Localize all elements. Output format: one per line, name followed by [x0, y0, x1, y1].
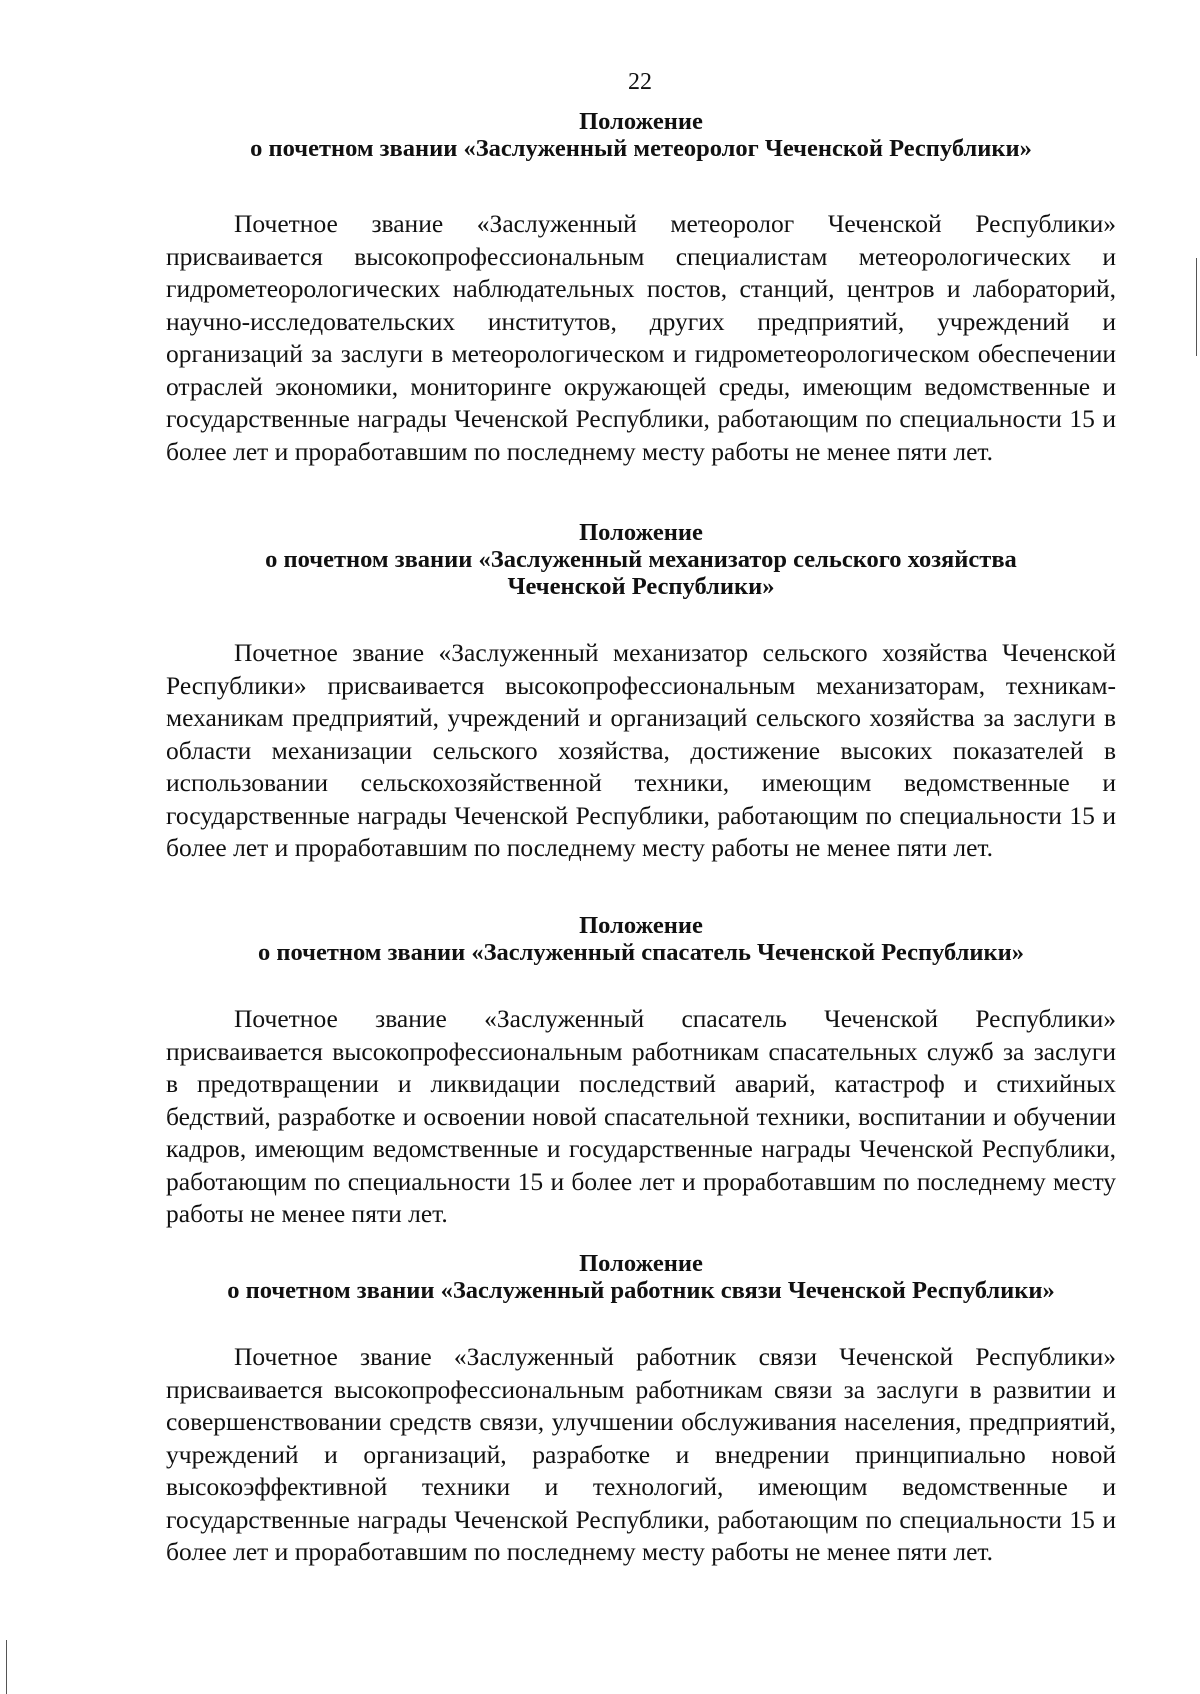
- section-heading: [166, 1250, 1116, 1304]
- heading-title: Положение: [579, 1250, 703, 1277]
- scan-edge-mark: [6, 1640, 7, 1694]
- regulation-section-meteorologist: [166, 108, 1116, 468]
- heading-subtitle: о почетном звании «Заслуженный метеоролог Чеченской Республики»: [250, 135, 1032, 162]
- scan-edge-mark: [1196, 258, 1197, 356]
- heading-subtitle: о почетном звании «Заслуженный механизатор сельского хозяйства: [265, 546, 1017, 573]
- regulation-section-rescuer: [166, 912, 1116, 1231]
- heading-title: Положение: [579, 519, 703, 546]
- heading-subtitle: о почетном звании «Заслуженный работник связи Чеченской Республики»: [227, 1277, 1055, 1304]
- regulation-section-communications-worker: [166, 1250, 1116, 1569]
- regulation-section-machine-operator: [166, 519, 1116, 865]
- section-body: Почетное звание «Заслуженный работник связи Чеченской Республики» присваивается высокопрофессиональным работникам связи за заслуги в развитии и совершенствовании средств связи, улучшении обслуживания населения, предприятий, учреждений и организаций, разработке и внедрении принципиально новой высокоэффективной техники и технологий, имеющим ведомственные и государственные награды Чеченской Республики, работающим по специальности 15 и более лет и проработавшим по последнему месту работы не менее пяти лет.: [166, 1342, 1116, 1566]
- section-body: Почетное звание «Заслуженный механизатор сельского хозяйства Чеченской Республики» присваивается высокопрофессиональным механизаторам, техникам-механикам предприятий, учреждений и организаций сельского хозяйства за заслуги в области механизации сельского хозяйства, достижение высоких показателей в использовании сельскохозяйственной техники, имеющим ведомственные и государственные награды Чеченской Республики, работающим по специальности 15 и более лет и проработавшим по последнему месту работы не менее пяти лет.: [166, 638, 1116, 862]
- heading-title: Положение: [579, 108, 703, 135]
- section-heading: [166, 108, 1116, 162]
- heading-subtitle-continued: Чеченской Республики»: [507, 573, 775, 600]
- section-body: Почетное звание «Заслуженный метеоролог Чеченской Республики» присваивается высокопрофессиональным специалистам метеорологических и гидрометеорологических наблюдательных постов, станций, центров и лабораторий, научно-исследовательских институтов, других предприятий, учреждений и организаций за заслуги в метеорологическом и гидрометеорологическом обеспечении отраслей экономики, мониторинге окружающей среды, имеющим ведомственные и государственные награды Чеченской Республики, работающим по специальности 15 и более лет и проработавшим по последнему месту работы не менее пяти лет.: [166, 209, 1116, 466]
- section-heading: [166, 519, 1116, 600]
- section-heading: [166, 912, 1116, 966]
- page-number: 22: [628, 69, 652, 95]
- heading-subtitle: о почетном звании «Заслуженный спасатель Чеченской Республики»: [258, 939, 1024, 966]
- heading-title: Положение: [579, 912, 703, 939]
- section-body: Почетное звание «Заслуженный спасатель Чеченской Республики» присваивается высокопрофессиональным работникам спасательных служб за заслуги в предотвращении и ликвидации последствий аварий, катастроф и стихийных бедствий, разработке и освоении новой спасательной техники, воспитании и обучении кадров, имеющим ведомственные и государственные награды Чеченской Республики, работающим по специальности 15 и более лет и проработавшим по последнему месту работы не менее пяти лет.: [166, 1004, 1116, 1228]
